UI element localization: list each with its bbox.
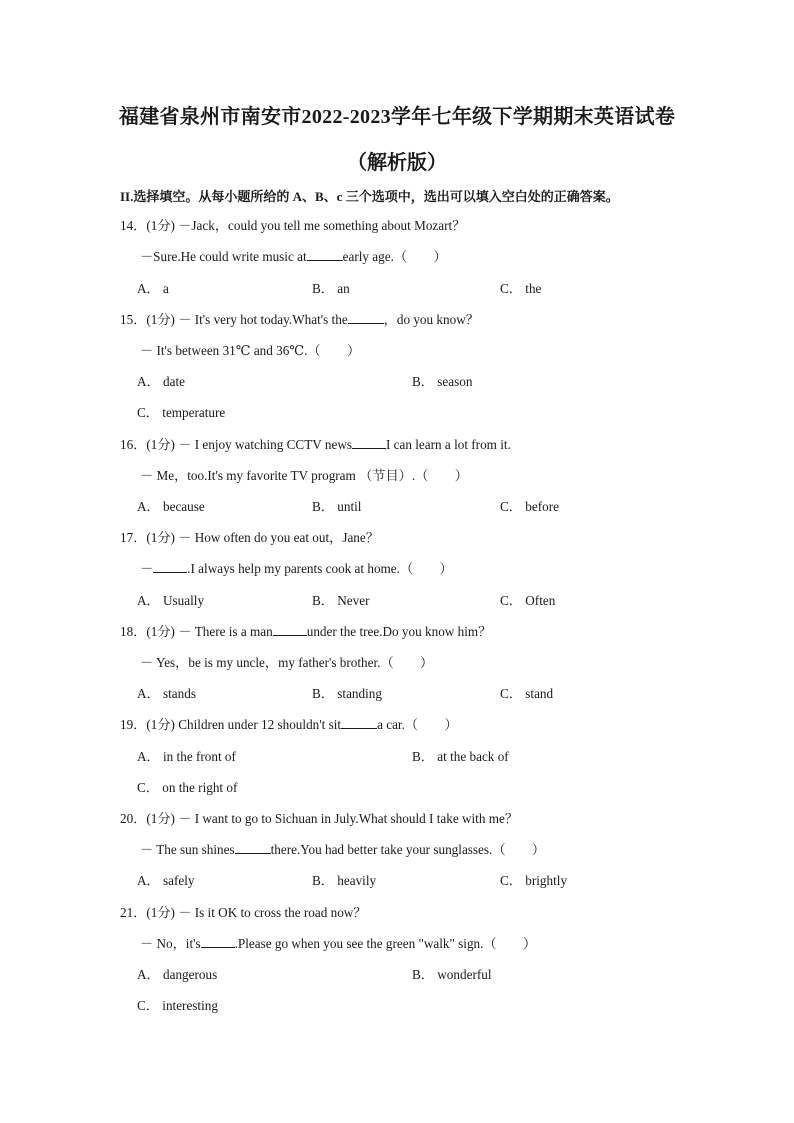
question-16-option-a[interactable]: A． because [137,499,205,514]
question-15-option-b[interactable]: B． season [412,374,473,389]
answer-blank [352,436,386,449]
answer-blank [235,841,271,854]
question-19-option-a[interactable]: A． in the front of [137,749,236,764]
question-18-option-c[interactable]: C． stand [500,686,554,701]
section-instructions: II.选择填空。从每小题所给的 A、B、c 三个选项中，选出可以填入空白处的正确答案。 [120,189,619,204]
question-14-stem: 14．(1分) －Jack，could you tell me something about Mozart？ [120,218,466,233]
answer-blank [273,623,307,636]
question-16-option-c[interactable]: C． before [500,499,559,514]
question-18-dialog: － Yes，be is my uncle，my father's brother.（ ） [140,655,434,670]
question-20-option-b[interactable]: B． heavily [312,873,377,888]
question-15-option-a[interactable]: A． date [137,374,185,389]
question-17-option-b[interactable]: B． Never [312,593,370,608]
question-20-option-c[interactable]: C． brightly [500,873,568,888]
question-16-stem: 16．(1分) － I enjoy watching CCTV news I can learn a lot from it. [120,437,511,452]
question-21-option-c[interactable]: C． interesting [137,998,218,1013]
page-subtitle: （解析版） [347,152,447,174]
page-title: 福建省泉州市南安市2022-2023学年七年级下学期期末英语试卷 [118,106,676,128]
question-20-stem: 20．(1分) － I want to go to Sichuan in July.What should I take with me？ [120,811,519,826]
question-15-stem: 15．(1分) － It's very hot today.What's the ，do you know？ [120,312,479,327]
answer-blank [307,248,343,261]
question-16-dialog: － Me，too.It's my favorite TV program （节目）.（ ） [140,468,468,483]
question-14-option-b[interactable]: B． an [312,281,350,296]
question-21-option-a[interactable]: A． dangerous [137,967,218,982]
question-17-dialog: － .I always help my parents cook at home.（ ） [140,561,453,576]
question-17-option-c[interactable]: C． Often [500,593,556,608]
question-18-option-b[interactable]: B． standing [312,686,382,701]
question-15-option-c[interactable]: C． temperature [137,405,226,420]
question-21-stem: 21．(1分) － Is it OK to cross the road now？ [120,905,367,920]
question-21-dialog: － No，it's .Please go when you see the green "walk" sign.（ ） [140,936,537,951]
question-18-option-a[interactable]: A． stands [137,686,196,701]
question-19-option-c[interactable]: C． on the right of [137,780,238,795]
question-14-dialog: －Sure.He could write music at early age.（ ） [140,249,447,264]
question-14-option-a[interactable]: A． a [137,281,169,296]
question-17-option-a[interactable]: A． Usually [137,593,205,608]
question-19-stem: 19．(1分) Children under 12 shouldn't sit a car.（ ） [120,717,458,732]
answer-blank [201,935,235,948]
question-18-stem: 18．(1分) － There is a man under the tree.Do you know him？ [120,624,492,639]
question-14-option-c[interactable]: C． the [500,281,542,296]
question-20-dialog: － The sun shines there.You had better take your sunglasses.（ ） [140,842,546,857]
answer-blank [341,716,377,729]
question-17-stem: 17．(1分) － How often do you eat out，Jane？ [120,530,379,545]
answer-blank [153,560,187,573]
question-16-option-b[interactable]: B． until [312,499,362,514]
question-21-option-b[interactable]: B． wonderful [412,967,492,982]
answer-blank [348,311,384,324]
question-15-dialog: － It's between 31℃ and 36℃.（ ） [140,343,361,358]
question-20-option-a[interactable]: A． safely [137,873,195,888]
question-19-option-b[interactable]: B． at the back of [412,749,509,764]
